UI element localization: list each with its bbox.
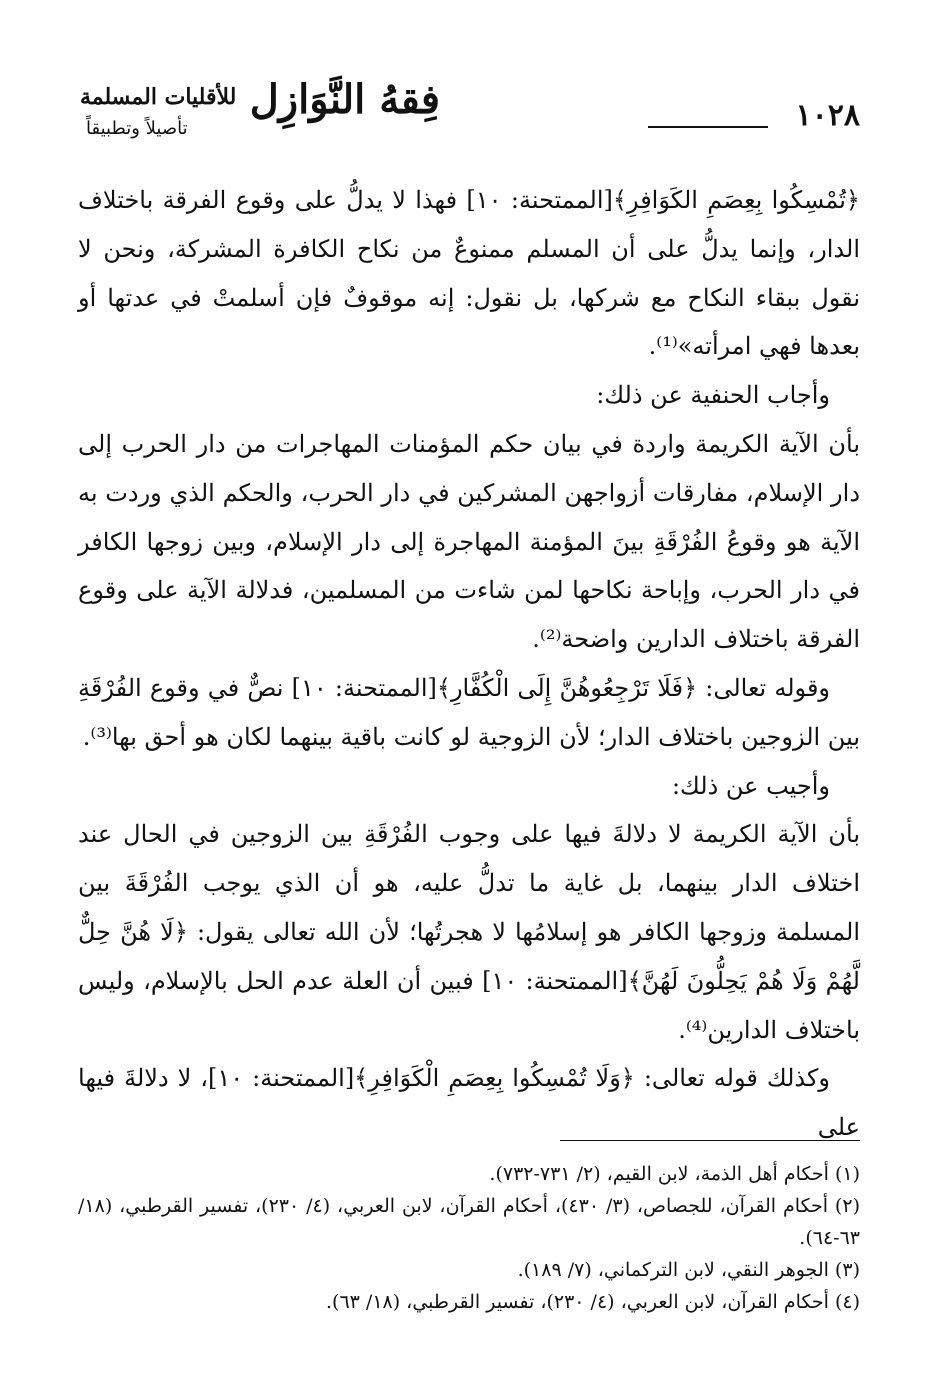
paragraph-2: وأجاب الحنفية عن ذلك: [596, 381, 830, 410]
page-header [60, 70, 860, 160]
paragraph-1: ﴿تُمْسِكُوا بِعِصَمِ الكَوَافِرِ﴾[الممتحنة: ١٠] فهذا لا يدلُّ على وقوع الفرقة باختلاف الدار، وإنما يدلُّ على أن المسلم ممنوعٌ من نكاح الكافرة المشركة، ونحن لا نقول ببقاء النكاح مع شركها، بل نقول: إنه موقوفٌ فإن أسلمتْ في عدتها أو بعدها فهي امرأته»⁽¹⁾. [78, 186, 860, 361]
header-rule [648, 126, 768, 128]
main-text [78, 176, 860, 1152]
footnote-1: (١) أحكام أهل الذمة، لابن القيم، (٢/ ٧٣١-٧٣٢). [489, 1163, 860, 1185]
paragraph-5: وأجيب عن ذلك: [671, 771, 830, 800]
footnote-4: (٤) أحكام القرآن، لابن العربي، (٤/ ٢٣٠)، تفسير القرطبي، (١٨/ ٦٣). [325, 1291, 860, 1313]
book-title-side: للأقليات المسلمة [80, 84, 237, 110]
footnote-2: (٢) أحكام القرآن، للجصاص، (٣/ ٤٣٠)، أحكام القرآن، لابن العربي، (٤/ ٢٣٠)، تفسير القرطبي، (١٨/ ٦٣-٦٤). [78, 1195, 860, 1249]
book-title-block [80, 70, 440, 160]
paragraph-4: وقوله تعالى: ﴿فَلَا تَرْجِعُوهُنَّ إِلَى الْكُفَّارِ﴾[الممتحنة: ١٠] نصٌّ في وقوع الفُرْقَةِ بين الزوجين باختلاف الدار؛ لأن الزوجية لو كانت باقية بينهما لكان هو أحق بها⁽³⁾. [78, 673, 860, 751]
paragraph-3: بأن الآية الكريمة واردة في بيان حكم المؤمنات المهاجرات من دار الحرب إلى دار الإسلام، مفارقات أزواجهن المشركين في دار الحرب، والحكم الذي وردت به الآية هو وقوعُ الفُرْقَةِ بينَ المؤمنة المهاجرة إلى دار الإسلام، وبين زوجها الكافر في دار الحرب، وإباحة نكاحها لمن شاءت من المسلمين، فدلالة الآية على وقوع الفرقة باختلاف الدارين واضحة⁽²⁾. [78, 429, 860, 654]
footnote-3: (٣) الجوهر النقي، لابن التركماني، (٧/ ١٨٩). [517, 1259, 860, 1281]
page-number: ١٠٢٨ [795, 98, 860, 133]
paragraph-7: وكذلك قوله تعالى: ﴿وَلَا تُمْسِكُوا بِعِصَمِ الْكَوَافِرِ﴾[الممتحنة: ١٠]، لا دلالةَ فيها على [78, 1064, 860, 1142]
book-title: فِقهُ النَّوَازِل [249, 76, 440, 123]
footnote-divider [560, 1140, 860, 1141]
paragraph-6: بأن الآية الكريمة لا دلالةَ فيها على وجوب الفُرْقَةِ بين الزوجين في الحال عند اختلاف الدار بينهما، بل غاية ما تدلُّ عليه، هو أن الذي يوجب الفُرْقَةَ بين المسلمة وزوجها الكافر هو إسلامُها لا هجرتُها؛ لأن الله تعالى يقول: ﴿لَا هُنَّ حِلٌّ لَّهُمْ وَلَا هُمْ يَحِلُّونَ لَهُنَّ﴾[الممتحنة: ١٠] فبين أن العلة عدم الحل بالإسلام، وليس باختلاف الدارين⁽⁴⁾. [78, 820, 860, 1044]
book-subtitle: تأصيلاً وتطبيقاً [86, 118, 188, 139]
footnotes [78, 1158, 860, 1318]
